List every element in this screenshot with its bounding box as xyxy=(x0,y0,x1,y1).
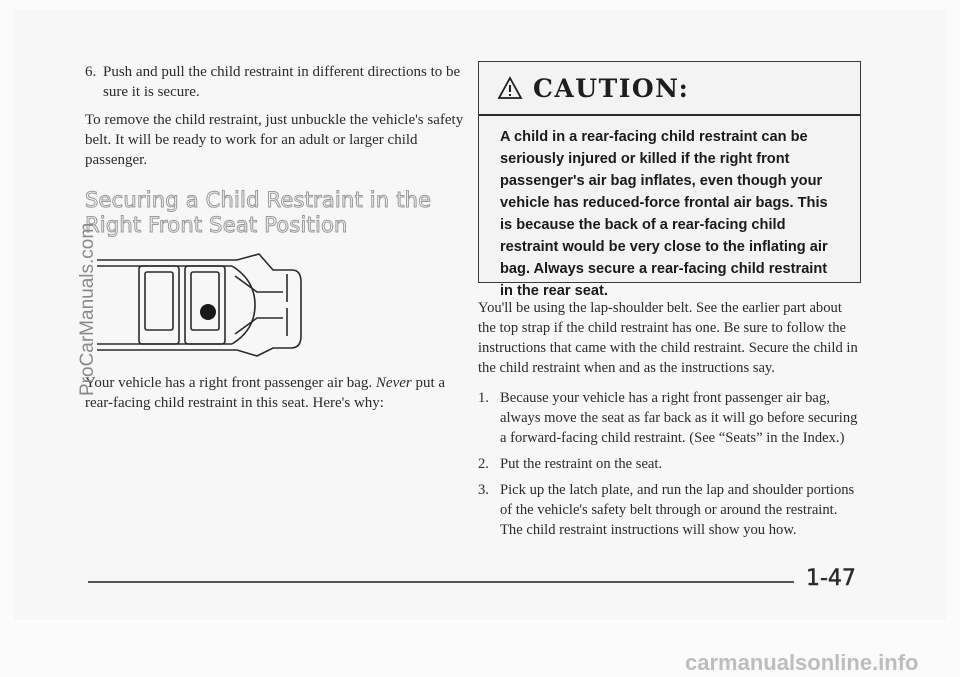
step-text: Because your vehicle has a right front passenger air bag, always move the seat as far back as it will go before securing a forward-facing child restraint. (See “Seats” in the Index.) xyxy=(500,390,858,446)
step-text: Pick up the latch plate, and run the lap and shoulder portions of the vehicle's safety belt through or around the restraint. The child restraint instructions will show you how. xyxy=(500,482,855,538)
footer-rule xyxy=(88,581,794,583)
step-text: Put the restraint on the seat. xyxy=(500,456,663,472)
section-heading: Securing a Child Restraint in the Right Front Seat Position xyxy=(85,188,432,237)
step-number: 3. xyxy=(478,482,489,498)
step-1 xyxy=(478,388,860,448)
lap-shoulder-paragraph: You'll be using the lap-shoulder belt. See the earlier part about the top strap if the child restraint has one. Be sure to follow the instructions that came with the child restraint. Secure the child in the child restraint when and as the instructions say. xyxy=(478,300,858,376)
page-number: 1-47 xyxy=(806,566,856,591)
step-number: 6. xyxy=(85,64,97,80)
caution-title: CAUTION: xyxy=(533,73,690,103)
caution-body: A child in a rear-facing child restraint can be seriously injured or killed if the right front passenger's air bag inflates, even though your vehicle has reduced-force frontal air bags. This is because the back of a rear-facing child restraint would be very close to the inflating air bag. Always secure a rear-facing child restraint in the rear seat. xyxy=(500,129,828,299)
step-number: 2. xyxy=(478,456,489,472)
side-watermark-text: ProCarManuals.com xyxy=(77,222,98,396)
step-2 xyxy=(478,454,860,474)
bottom-watermark: carmanualsonline.info xyxy=(685,650,919,675)
caption-text-end: put a rear-facing child restraint in this seat. Here's why: xyxy=(85,375,446,411)
caution-box xyxy=(478,61,861,299)
step-3 xyxy=(478,480,860,540)
diagram-caption xyxy=(85,373,465,413)
remove-restraint-paragraph: To remove the child restraint, just unbuckle the vehicle's safety belt. It will be ready to work for an adult or larger child passenger. xyxy=(85,112,464,168)
side-watermark xyxy=(76,222,100,396)
caption-text-start: Your vehicle has a right front passenger air bag. xyxy=(85,375,376,391)
step-number: 1. xyxy=(478,390,489,406)
warning-triangle-icon xyxy=(497,75,523,101)
step-6 xyxy=(85,62,465,102)
step-text: Push and pull the child restraint in different directions to be sure it is secure. xyxy=(103,64,461,100)
left-column xyxy=(85,62,465,248)
caption-emphasis: Never xyxy=(375,375,412,391)
caution-header xyxy=(479,62,860,116)
right-column xyxy=(478,298,860,546)
vehicle-seat-diagram xyxy=(87,252,315,358)
